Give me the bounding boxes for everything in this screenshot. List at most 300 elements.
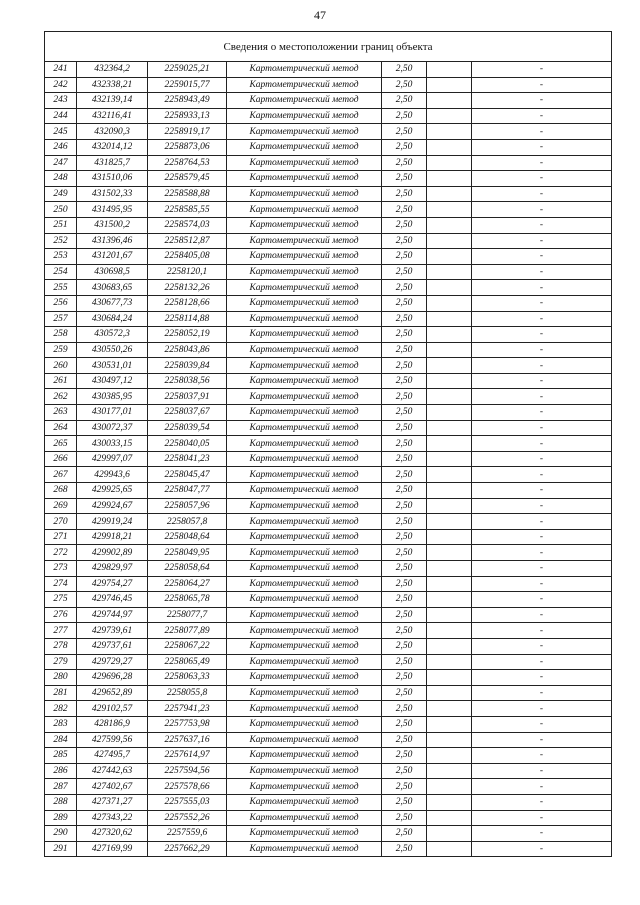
method-cell: Картометрический метод bbox=[227, 264, 382, 280]
method-cell: Картометрический метод bbox=[227, 561, 382, 577]
x-coordinate-cell: 431825,7 bbox=[77, 155, 148, 171]
description-cell: - bbox=[472, 529, 612, 545]
x-coordinate-cell: 432338,21 bbox=[77, 77, 148, 93]
accuracy-cell: 2,50 bbox=[382, 841, 427, 857]
empty-cell bbox=[427, 93, 472, 109]
y-coordinate-cell: 2258041,23 bbox=[148, 451, 227, 467]
y-coordinate-cell: 2258943,49 bbox=[148, 93, 227, 109]
x-coordinate-cell: 429739,61 bbox=[77, 623, 148, 639]
table-row bbox=[45, 62, 612, 78]
x-coordinate-cell: 431500,2 bbox=[77, 217, 148, 233]
x-coordinate-cell: 427495,7 bbox=[77, 748, 148, 764]
point-number-cell: 268 bbox=[45, 483, 77, 499]
point-number-cell: 260 bbox=[45, 358, 77, 374]
accuracy-cell: 2,50 bbox=[382, 670, 427, 686]
x-coordinate-cell: 430531,01 bbox=[77, 358, 148, 374]
method-cell: Картометрический метод bbox=[227, 654, 382, 670]
point-number-cell: 280 bbox=[45, 670, 77, 686]
method-cell: Картометрический метод bbox=[227, 124, 382, 140]
table-row bbox=[45, 514, 612, 530]
accuracy-cell: 2,50 bbox=[382, 202, 427, 218]
empty-cell bbox=[427, 295, 472, 311]
point-number-cell: 262 bbox=[45, 389, 77, 405]
method-cell: Картометрический метод bbox=[227, 716, 382, 732]
x-coordinate-cell: 429737,61 bbox=[77, 638, 148, 654]
table-row bbox=[45, 545, 612, 561]
point-number-cell: 249 bbox=[45, 186, 77, 202]
accuracy-cell: 2,50 bbox=[382, 93, 427, 109]
accuracy-cell: 2,50 bbox=[382, 561, 427, 577]
description-cell: - bbox=[472, 280, 612, 296]
y-coordinate-cell: 2258919,17 bbox=[148, 124, 227, 140]
y-coordinate-cell: 2258040,05 bbox=[148, 436, 227, 452]
y-coordinate-cell: 2258132,26 bbox=[148, 280, 227, 296]
empty-cell bbox=[427, 654, 472, 670]
description-cell: - bbox=[472, 295, 612, 311]
description-cell: - bbox=[472, 108, 612, 124]
point-number-cell: 256 bbox=[45, 295, 77, 311]
y-coordinate-cell: 2258043,86 bbox=[148, 342, 227, 358]
y-coordinate-cell: 2258037,67 bbox=[148, 405, 227, 421]
accuracy-cell: 2,50 bbox=[382, 295, 427, 311]
x-coordinate-cell: 432364,2 bbox=[77, 62, 148, 78]
empty-cell bbox=[427, 732, 472, 748]
table-row bbox=[45, 358, 612, 374]
method-cell: Картометрический метод bbox=[227, 420, 382, 436]
table-row bbox=[45, 467, 612, 483]
y-coordinate-cell: 2258037,91 bbox=[148, 389, 227, 405]
accuracy-cell: 2,50 bbox=[382, 529, 427, 545]
table-row bbox=[45, 124, 612, 140]
method-cell: Картометрический метод bbox=[227, 93, 382, 109]
method-cell: Картометрический метод bbox=[227, 62, 382, 78]
y-coordinate-cell: 2258065,49 bbox=[148, 654, 227, 670]
point-number-cell: 244 bbox=[45, 108, 77, 124]
table-title: Сведения о местоположении границ объекта bbox=[45, 32, 612, 62]
description-cell: - bbox=[472, 607, 612, 623]
description-cell: - bbox=[472, 498, 612, 514]
method-cell: Картометрический метод bbox=[227, 701, 382, 717]
x-coordinate-cell: 430177,01 bbox=[77, 405, 148, 421]
empty-cell bbox=[427, 171, 472, 187]
empty-cell bbox=[427, 498, 472, 514]
x-coordinate-cell: 432090,3 bbox=[77, 124, 148, 140]
table-row bbox=[45, 77, 612, 93]
point-number-cell: 284 bbox=[45, 732, 77, 748]
table-row bbox=[45, 763, 612, 779]
y-coordinate-cell: 2258588,88 bbox=[148, 186, 227, 202]
empty-cell bbox=[427, 233, 472, 249]
method-cell: Картометрический метод bbox=[227, 139, 382, 155]
accuracy-cell: 2,50 bbox=[382, 545, 427, 561]
empty-cell bbox=[427, 342, 472, 358]
x-coordinate-cell: 429925,65 bbox=[77, 483, 148, 499]
description-cell: - bbox=[472, 748, 612, 764]
table-row bbox=[45, 716, 612, 732]
x-coordinate-cell: 429902,89 bbox=[77, 545, 148, 561]
table-row bbox=[45, 342, 612, 358]
point-number-cell: 254 bbox=[45, 264, 77, 280]
empty-cell bbox=[427, 358, 472, 374]
accuracy-cell: 2,50 bbox=[382, 638, 427, 654]
method-cell: Картометрический метод bbox=[227, 638, 382, 654]
description-cell: - bbox=[472, 373, 612, 389]
table-row bbox=[45, 576, 612, 592]
description-cell: - bbox=[472, 685, 612, 701]
description-cell: - bbox=[472, 171, 612, 187]
x-coordinate-cell: 431510,06 bbox=[77, 171, 148, 187]
table-row bbox=[45, 561, 612, 577]
table-row bbox=[45, 607, 612, 623]
method-cell: Картометрический метод bbox=[227, 373, 382, 389]
empty-cell bbox=[427, 124, 472, 140]
y-coordinate-cell: 2257614,97 bbox=[148, 748, 227, 764]
empty-cell bbox=[427, 249, 472, 265]
empty-cell bbox=[427, 561, 472, 577]
description-cell: - bbox=[472, 545, 612, 561]
description-cell: - bbox=[472, 763, 612, 779]
point-number-cell: 265 bbox=[45, 436, 77, 452]
x-coordinate-cell: 429729,27 bbox=[77, 654, 148, 670]
accuracy-cell: 2,50 bbox=[382, 467, 427, 483]
table-row bbox=[45, 217, 612, 233]
accuracy-cell: 2,50 bbox=[382, 171, 427, 187]
empty-cell bbox=[427, 327, 472, 343]
description-cell: - bbox=[472, 327, 612, 343]
empty-cell bbox=[427, 467, 472, 483]
x-coordinate-cell: 427599,56 bbox=[77, 732, 148, 748]
table-row bbox=[45, 389, 612, 405]
table-row bbox=[45, 233, 612, 249]
x-coordinate-cell: 430497,12 bbox=[77, 373, 148, 389]
description-cell: - bbox=[472, 139, 612, 155]
y-coordinate-cell: 2258058,64 bbox=[148, 561, 227, 577]
x-coordinate-cell: 427371,27 bbox=[77, 794, 148, 810]
table-row bbox=[45, 202, 612, 218]
accuracy-cell: 2,50 bbox=[382, 186, 427, 202]
table-row bbox=[45, 155, 612, 171]
accuracy-cell: 2,50 bbox=[382, 436, 427, 452]
description-cell: - bbox=[472, 670, 612, 686]
accuracy-cell: 2,50 bbox=[382, 62, 427, 78]
description-cell: - bbox=[472, 623, 612, 639]
y-coordinate-cell: 2258764,53 bbox=[148, 155, 227, 171]
y-coordinate-cell: 2258045,47 bbox=[148, 467, 227, 483]
empty-cell bbox=[427, 794, 472, 810]
description-cell: - bbox=[472, 249, 612, 265]
accuracy-cell: 2,50 bbox=[382, 280, 427, 296]
table-row bbox=[45, 171, 612, 187]
accuracy-cell: 2,50 bbox=[382, 732, 427, 748]
x-coordinate-cell: 432014,12 bbox=[77, 139, 148, 155]
y-coordinate-cell: 2258057,8 bbox=[148, 514, 227, 530]
point-number-cell: 274 bbox=[45, 576, 77, 592]
description-cell: - bbox=[472, 342, 612, 358]
accuracy-cell: 2,50 bbox=[382, 233, 427, 249]
y-coordinate-cell: 2257552,26 bbox=[148, 810, 227, 826]
table-row bbox=[45, 264, 612, 280]
accuracy-cell: 2,50 bbox=[382, 514, 427, 530]
point-number-cell: 277 bbox=[45, 623, 77, 639]
y-coordinate-cell: 2257637,16 bbox=[148, 732, 227, 748]
empty-cell bbox=[427, 108, 472, 124]
x-coordinate-cell: 429102,57 bbox=[77, 701, 148, 717]
method-cell: Картометрический метод bbox=[227, 358, 382, 374]
y-coordinate-cell: 2257662,29 bbox=[148, 841, 227, 857]
y-coordinate-cell: 2259025,21 bbox=[148, 62, 227, 78]
empty-cell bbox=[427, 436, 472, 452]
empty-cell bbox=[427, 841, 472, 857]
accuracy-cell: 2,50 bbox=[382, 264, 427, 280]
accuracy-cell: 2,50 bbox=[382, 592, 427, 608]
y-coordinate-cell: 2258047,77 bbox=[148, 483, 227, 499]
accuracy-cell: 2,50 bbox=[382, 654, 427, 670]
x-coordinate-cell: 429918,21 bbox=[77, 529, 148, 545]
y-coordinate-cell: 2258048,64 bbox=[148, 529, 227, 545]
point-number-cell: 259 bbox=[45, 342, 77, 358]
table-row bbox=[45, 139, 612, 155]
description-cell: - bbox=[472, 62, 612, 78]
y-coordinate-cell: 2257555,03 bbox=[148, 794, 227, 810]
table-row bbox=[45, 483, 612, 499]
method-cell: Картометрический метод bbox=[227, 810, 382, 826]
table-row bbox=[45, 654, 612, 670]
description-cell: - bbox=[472, 77, 612, 93]
table-row bbox=[45, 93, 612, 109]
description-cell: - bbox=[472, 233, 612, 249]
x-coordinate-cell: 430385,95 bbox=[77, 389, 148, 405]
accuracy-cell: 2,50 bbox=[382, 358, 427, 374]
accuracy-cell: 2,50 bbox=[382, 124, 427, 140]
accuracy-cell: 2,50 bbox=[382, 249, 427, 265]
point-number-cell: 275 bbox=[45, 592, 77, 608]
method-cell: Картометрический метод bbox=[227, 576, 382, 592]
x-coordinate-cell: 427169,99 bbox=[77, 841, 148, 857]
point-number-cell: 285 bbox=[45, 748, 77, 764]
accuracy-cell: 2,50 bbox=[382, 810, 427, 826]
method-cell: Картометрический метод bbox=[227, 592, 382, 608]
point-number-cell: 242 bbox=[45, 77, 77, 93]
y-coordinate-cell: 2258077,89 bbox=[148, 623, 227, 639]
empty-cell bbox=[427, 592, 472, 608]
description-cell: - bbox=[472, 810, 612, 826]
description-cell: - bbox=[472, 638, 612, 654]
x-coordinate-cell: 432139,14 bbox=[77, 93, 148, 109]
empty-cell bbox=[427, 217, 472, 233]
x-coordinate-cell: 431396,46 bbox=[77, 233, 148, 249]
table-row bbox=[45, 826, 612, 842]
y-coordinate-cell: 2258574,03 bbox=[148, 217, 227, 233]
point-number-cell: 252 bbox=[45, 233, 77, 249]
method-cell: Картометрический метод bbox=[227, 311, 382, 327]
method-cell: Картометрический метод bbox=[227, 155, 382, 171]
empty-cell bbox=[427, 280, 472, 296]
description-cell: - bbox=[472, 420, 612, 436]
method-cell: Картометрический метод bbox=[227, 108, 382, 124]
method-cell: Картометрический метод bbox=[227, 280, 382, 296]
x-coordinate-cell: 430683,65 bbox=[77, 280, 148, 296]
y-coordinate-cell: 2258873,06 bbox=[148, 139, 227, 155]
description-cell: - bbox=[472, 779, 612, 795]
accuracy-cell: 2,50 bbox=[382, 217, 427, 233]
point-number-cell: 282 bbox=[45, 701, 77, 717]
empty-cell bbox=[427, 623, 472, 639]
point-number-cell: 253 bbox=[45, 249, 77, 265]
point-number-cell: 278 bbox=[45, 638, 77, 654]
empty-cell bbox=[427, 638, 472, 654]
x-coordinate-cell: 431495,95 bbox=[77, 202, 148, 218]
empty-cell bbox=[427, 264, 472, 280]
method-cell: Картометрический метод bbox=[227, 841, 382, 857]
point-number-cell: 273 bbox=[45, 561, 77, 577]
table-row bbox=[45, 779, 612, 795]
table-row bbox=[45, 280, 612, 296]
x-coordinate-cell: 430698,5 bbox=[77, 264, 148, 280]
empty-cell bbox=[427, 810, 472, 826]
method-cell: Картометрический метод bbox=[227, 545, 382, 561]
x-coordinate-cell: 431201,67 bbox=[77, 249, 148, 265]
point-number-cell: 290 bbox=[45, 826, 77, 842]
description-cell: - bbox=[472, 155, 612, 171]
accuracy-cell: 2,50 bbox=[382, 373, 427, 389]
accuracy-cell: 2,50 bbox=[382, 763, 427, 779]
method-cell: Картометрический метод bbox=[227, 77, 382, 93]
y-coordinate-cell: 2258055,8 bbox=[148, 685, 227, 701]
x-coordinate-cell: 429696,28 bbox=[77, 670, 148, 686]
point-number-cell: 261 bbox=[45, 373, 77, 389]
empty-cell bbox=[427, 716, 472, 732]
accuracy-cell: 2,50 bbox=[382, 685, 427, 701]
y-coordinate-cell: 2258063,33 bbox=[148, 670, 227, 686]
y-coordinate-cell: 2257578,66 bbox=[148, 779, 227, 795]
x-coordinate-cell: 429919,24 bbox=[77, 514, 148, 530]
table-row bbox=[45, 685, 612, 701]
accuracy-cell: 2,50 bbox=[382, 794, 427, 810]
point-number-cell: 251 bbox=[45, 217, 77, 233]
accuracy-cell: 2,50 bbox=[382, 576, 427, 592]
method-cell: Картометрический метод bbox=[227, 217, 382, 233]
point-number-cell: 263 bbox=[45, 405, 77, 421]
x-coordinate-cell: 428186,9 bbox=[77, 716, 148, 732]
point-number-cell: 283 bbox=[45, 716, 77, 732]
x-coordinate-cell: 430684,24 bbox=[77, 311, 148, 327]
point-number-cell: 250 bbox=[45, 202, 77, 218]
point-number-cell: 291 bbox=[45, 841, 77, 857]
method-cell: Картометрический метод bbox=[227, 763, 382, 779]
description-cell: - bbox=[472, 467, 612, 483]
accuracy-cell: 2,50 bbox=[382, 155, 427, 171]
method-cell: Картометрический метод bbox=[227, 436, 382, 452]
accuracy-cell: 2,50 bbox=[382, 77, 427, 93]
method-cell: Картометрический метод bbox=[227, 670, 382, 686]
x-coordinate-cell: 430033,15 bbox=[77, 436, 148, 452]
method-cell: Картометрический метод bbox=[227, 186, 382, 202]
description-cell: - bbox=[472, 389, 612, 405]
empty-cell bbox=[427, 155, 472, 171]
method-cell: Картометрический метод bbox=[227, 685, 382, 701]
description-cell: - bbox=[472, 451, 612, 467]
table-row bbox=[45, 732, 612, 748]
description-cell: - bbox=[472, 716, 612, 732]
table-row bbox=[45, 623, 612, 639]
description-cell: - bbox=[472, 311, 612, 327]
y-coordinate-cell: 2258120,1 bbox=[148, 264, 227, 280]
point-number-cell: 255 bbox=[45, 280, 77, 296]
empty-cell bbox=[427, 607, 472, 623]
x-coordinate-cell: 429754,27 bbox=[77, 576, 148, 592]
method-cell: Картометрический метод bbox=[227, 202, 382, 218]
table-row bbox=[45, 529, 612, 545]
accuracy-cell: 2,50 bbox=[382, 139, 427, 155]
method-cell: Картометрический метод bbox=[227, 826, 382, 842]
point-number-cell: 248 bbox=[45, 171, 77, 187]
accuracy-cell: 2,50 bbox=[382, 748, 427, 764]
table-row bbox=[45, 108, 612, 124]
table-row bbox=[45, 748, 612, 764]
table-row bbox=[45, 670, 612, 686]
empty-cell bbox=[427, 202, 472, 218]
y-coordinate-cell: 2258077,7 bbox=[148, 607, 227, 623]
table-row bbox=[45, 311, 612, 327]
point-number-cell: 241 bbox=[45, 62, 77, 78]
table-row bbox=[45, 638, 612, 654]
point-number-cell: 270 bbox=[45, 514, 77, 530]
y-coordinate-cell: 2258405,08 bbox=[148, 249, 227, 265]
accuracy-cell: 2,50 bbox=[382, 405, 427, 421]
point-number-cell: 279 bbox=[45, 654, 77, 670]
point-number-cell: 288 bbox=[45, 794, 77, 810]
method-cell: Картометрический метод bbox=[227, 451, 382, 467]
empty-cell bbox=[427, 685, 472, 701]
x-coordinate-cell: 427320,62 bbox=[77, 826, 148, 842]
accuracy-cell: 2,50 bbox=[382, 716, 427, 732]
accuracy-cell: 2,50 bbox=[382, 779, 427, 795]
y-coordinate-cell: 2258933,13 bbox=[148, 108, 227, 124]
method-cell: Картометрический метод bbox=[227, 405, 382, 421]
point-number-cell: 267 bbox=[45, 467, 77, 483]
table-row bbox=[45, 592, 612, 608]
method-cell: Картометрический метод bbox=[227, 529, 382, 545]
description-cell: - bbox=[472, 732, 612, 748]
accuracy-cell: 2,50 bbox=[382, 108, 427, 124]
point-number-cell: 264 bbox=[45, 420, 77, 436]
point-number-cell: 266 bbox=[45, 451, 77, 467]
point-number-cell: 247 bbox=[45, 155, 77, 171]
description-cell: - bbox=[472, 436, 612, 452]
description-cell: - bbox=[472, 841, 612, 857]
method-cell: Картометрический метод bbox=[227, 171, 382, 187]
description-cell: - bbox=[472, 514, 612, 530]
method-cell: Картометрический метод bbox=[227, 483, 382, 499]
empty-cell bbox=[427, 311, 472, 327]
description-cell: - bbox=[472, 794, 612, 810]
empty-cell bbox=[427, 420, 472, 436]
y-coordinate-cell: 2258067,22 bbox=[148, 638, 227, 654]
description-cell: - bbox=[472, 264, 612, 280]
point-number-cell: 286 bbox=[45, 763, 77, 779]
empty-cell bbox=[427, 545, 472, 561]
method-cell: Картометрический метод bbox=[227, 514, 382, 530]
point-number-cell: 272 bbox=[45, 545, 77, 561]
description-cell: - bbox=[472, 202, 612, 218]
description-cell: - bbox=[472, 217, 612, 233]
accuracy-cell: 2,50 bbox=[382, 451, 427, 467]
accuracy-cell: 2,50 bbox=[382, 826, 427, 842]
description-cell: - bbox=[472, 483, 612, 499]
description-cell: - bbox=[472, 576, 612, 592]
boundary-coordinates-table bbox=[44, 31, 612, 857]
empty-cell bbox=[427, 670, 472, 686]
